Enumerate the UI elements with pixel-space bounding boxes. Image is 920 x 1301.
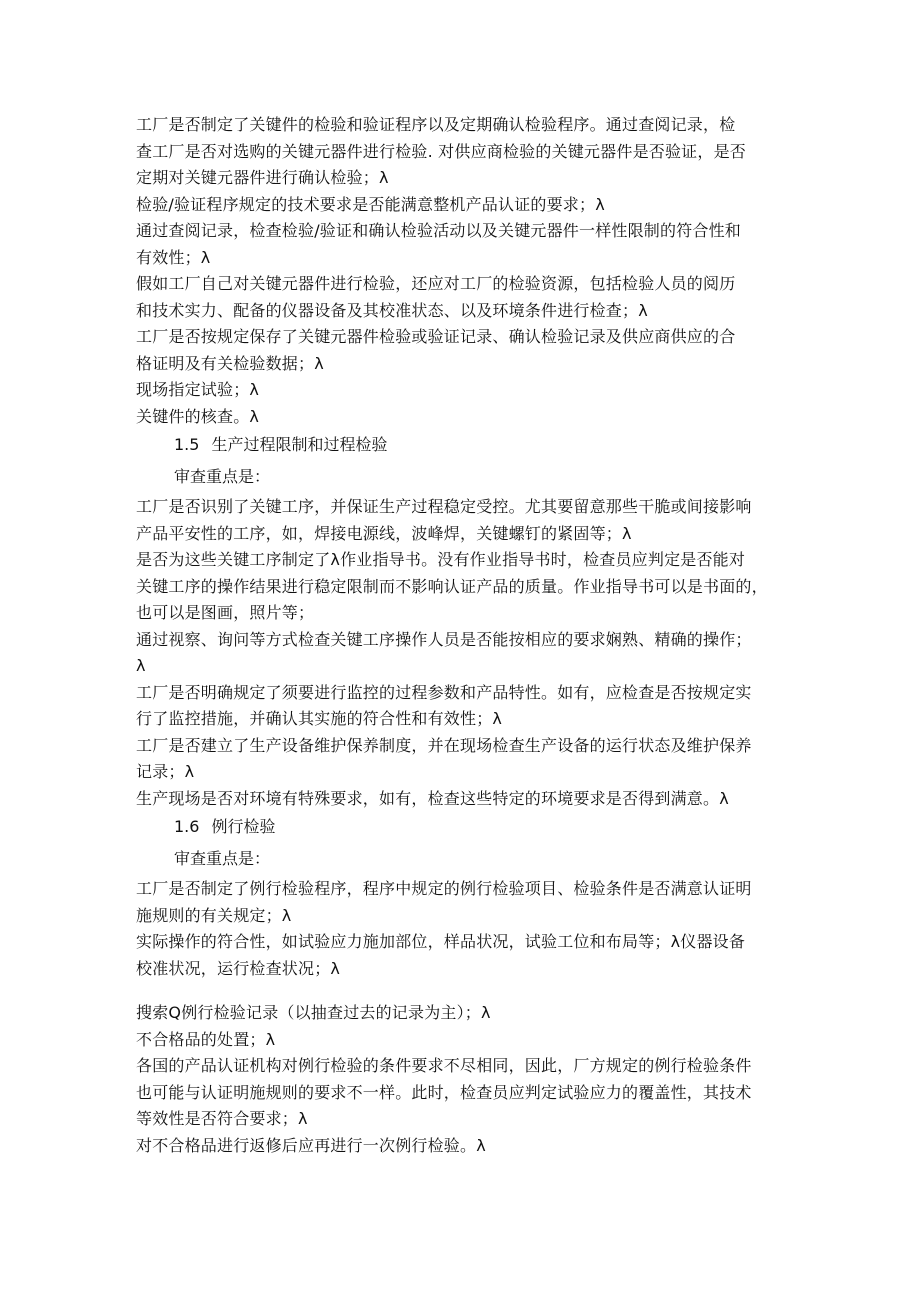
text-line: 工厂是否按规定保存了关键元器件检验或验证记录、确认检验记录及供应商供应的合 (136, 327, 736, 346)
text-line: λ (136, 656, 146, 675)
section-title: 例行检验 (211, 817, 276, 836)
text-line: 产品平安性的工序，如，焊接电源线，波峰焊，关键螺钉的紧固等；λ (136, 523, 632, 543)
section-number: 1.6 (174, 817, 200, 836)
text-line: 假如工厂自己对关键元器件进行检验，还应对工厂的检验资源，包括检验人员的阅历 (136, 274, 736, 293)
section-intro: 审查重点是： (174, 849, 271, 868)
text-line: 通过查阅记录，检查检验/验证和确认检验活动以及关键元器件一样性限制的符合性和 (136, 221, 741, 240)
text-line: 工厂是否建立了生产设备维护保养制度，并在现场检查生产设备的运行状态及维护保养 (136, 735, 752, 755)
text-line: 是否为这些关键工序制定了λ作业指导书。没有作业指导书时，检查员应判定是否能对 (136, 550, 746, 569)
process-control-checklist (136, 494, 786, 812)
section-heading-1-5 (136, 430, 786, 460)
text-line: 校准状况，运行检查状况；λ (136, 958, 341, 978)
section-title: 生产过程限制和过程检验 (211, 435, 388, 454)
text-line: 检验/验证程序规定的技术要求是否能满意整机产品认证的要求；λ (136, 194, 605, 214)
text-line: 实际操作的符合性，如试验应力施加部位，样品状况，试验工位和布局等；λ仪器设备 (136, 932, 746, 951)
text-line: 也可以是图画，照片等； (136, 603, 315, 622)
text-line: 生产现场是否对环境有特殊要求，如有，检查这些特定的环境要求是否得到满意。λ (136, 788, 729, 808)
section-intro: 审查重点是： (174, 467, 271, 486)
text-line: 对不合格品进行返修后应再进行一次例行检验。λ (136, 1135, 486, 1155)
key-parts-checklist (136, 112, 786, 430)
text-line: 记录；λ (136, 762, 195, 781)
routine-inspection-checklist (136, 876, 786, 1159)
section-number: 1.5 (174, 435, 200, 454)
text-line: 各国的产品认证机构对例行检验的条件要求不尽相同，因此，厂方规定的例行检验条件 (136, 1056, 752, 1075)
text-line: 定期对关键元器件进行确认检验；λ (136, 168, 389, 187)
text-line: 等效性是否符合要求；λ (136, 1109, 308, 1128)
text-line: 工厂是否制定了例行检验程序，程序中规定的例行检验项目、检验条件是否满意认证明 (136, 879, 752, 898)
text-line: 不合格品的处置；λ (136, 1029, 276, 1049)
text-line: 查工厂是否对选购的关键元器件进行检验. 对供应商检验的关键元器件是否验证，是否 (136, 141, 746, 161)
text-line: 工厂是否识别了关键工序，并保证生产过程稳定受控。尤其要留意那些干脆或间接影响 (136, 497, 752, 516)
text-line: 有效性；λ (136, 247, 211, 267)
paragraph-gap (136, 982, 786, 1000)
text-line: 施规则的有关规定；λ (136, 905, 292, 925)
text-line: 行了监控措施，并确认其实施的符合性和有效性；λ (136, 709, 503, 728)
text-line: 通过视察、询问等方式检查关键工序操作人员是否能按相应的要求娴熟、精确的操作； (136, 629, 752, 649)
text-line: 和技术实力、配备的仪器设备及其校准状态、以及环境条件进行检查；λ (136, 300, 648, 320)
section-heading-1-6 (136, 812, 786, 842)
text-line: 也可能与认证明施规则的要求不一样。此时，检查员应判定试验应力的覆盖性，其技术 (136, 1082, 752, 1102)
text-line: 格证明及有关检验数据；λ (136, 353, 324, 373)
text-line: 关键工序的操作结果进行稳定限制而不影响认证产品的质量。作业指导书可以是书面的， (136, 576, 768, 596)
text-line: 现场指定试验；λ (136, 380, 260, 399)
text-line: 搜索Q例行检验记录（以抽查过去的记录为主）；λ (136, 1003, 491, 1022)
text-line: 关键件的核查。λ (136, 406, 260, 426)
text-line: 工厂是否明确规定了须要进行监控的过程参数和产品特性。如有，应检查是否按规定实 (136, 682, 752, 702)
document-body (136, 112, 786, 1159)
text-line: 工厂是否制定了关键件的检验和验证程序以及定期确认检验程序。通过查阅记录，检 (136, 115, 736, 134)
